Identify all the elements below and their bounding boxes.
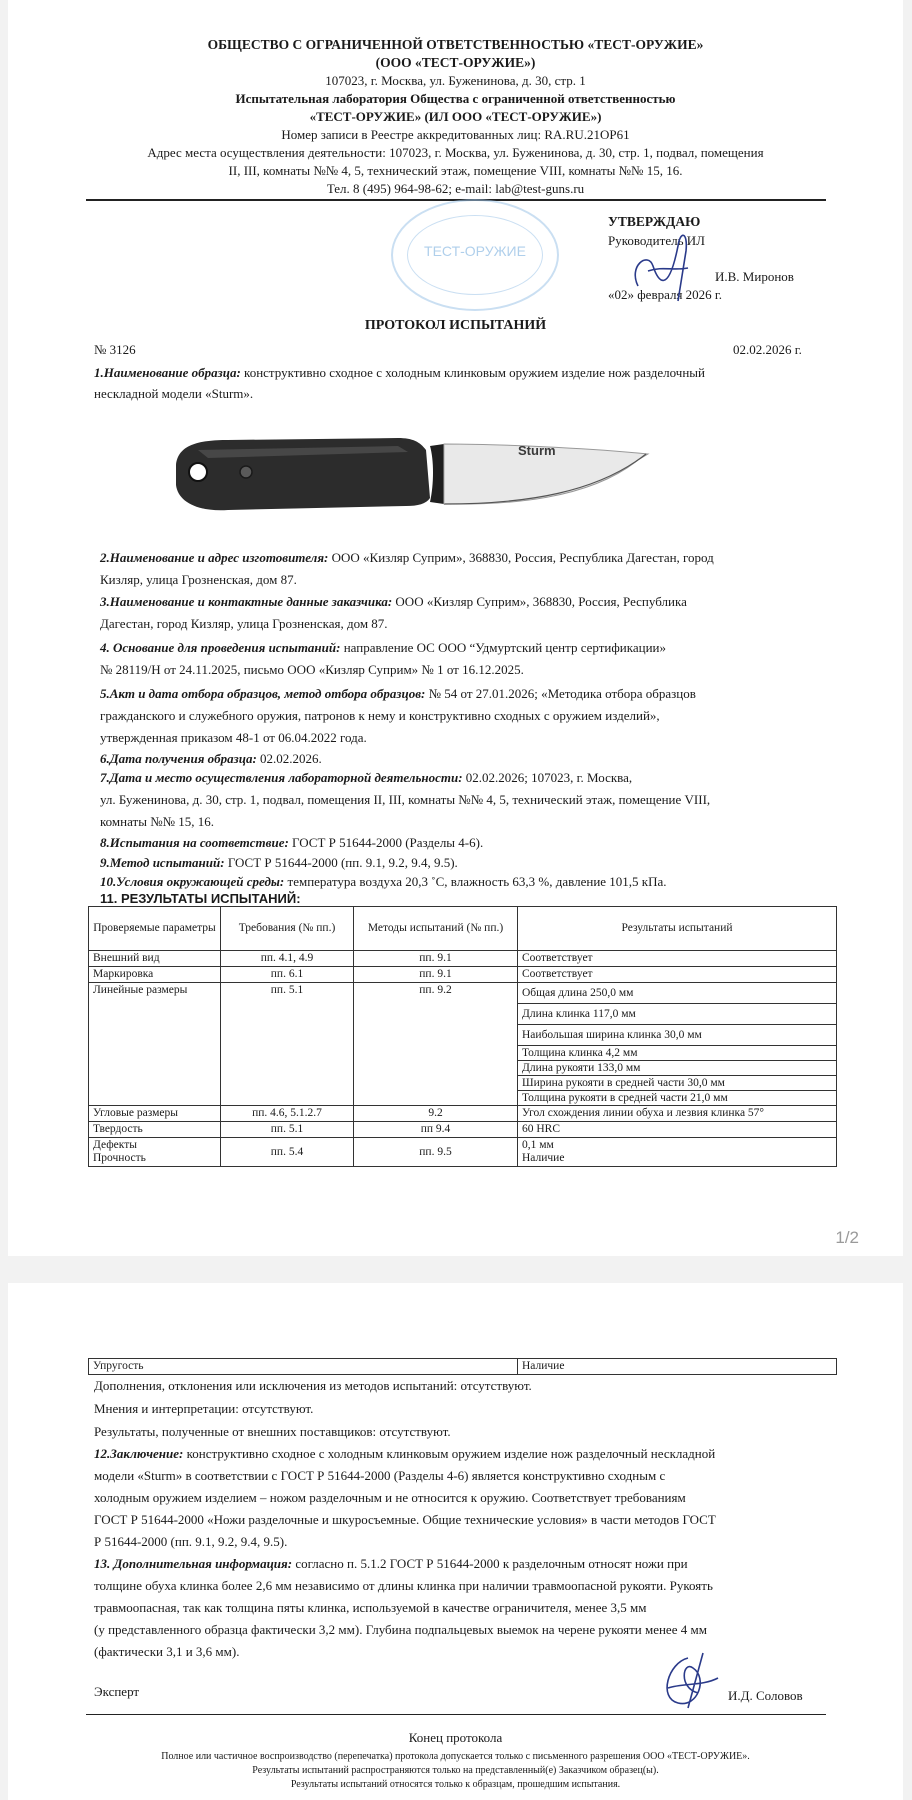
section-13-line3: травмоопасная, так как толщина пяты клинка, используемой в качестве ограничителя, менее 3,5 мм — [94, 1600, 647, 1615]
param-cell: Твердость — [89, 1122, 221, 1138]
result-cell: Наличие — [518, 1359, 837, 1375]
section-2-label: 2.Наименование и адрес изготовителя: — [100, 550, 329, 565]
footer-note-3: Результаты испытаний относятся только к образцам, прошедшим испытания. — [290, 1779, 621, 1790]
section-13-text: согласно п. 5.1.2 ГОСТ Р 51644-2000 к разделочным относят ножи при — [292, 1556, 688, 1571]
req-cell: пп. 5.1 — [221, 1122, 354, 1138]
header-results: Результаты испытаний — [518, 907, 837, 951]
section-2-text: ООО «Кизляр Суприм», 368830, Россия, Республика Дагестан, город — [328, 550, 714, 565]
section-12-label: 12.Заключение: — [94, 1446, 184, 1461]
knife-photo — [168, 420, 748, 520]
section-7-text: 02.02.2026; 107023, г. Москва, — [462, 770, 633, 785]
section-5-line3: утвержденная приказом 48-1 от 06.04.2022 года. — [100, 730, 367, 745]
section-1-label: 1.Наименование образца: — [94, 365, 241, 380]
section-9-label: 9.Метод испытаний: — [100, 855, 225, 870]
section-1-text: конструктивно сходное с холодным клинковым оружием изделие нож разделочный — [240, 365, 705, 380]
results-table — [88, 906, 837, 1167]
table-row — [89, 1122, 837, 1138]
method-cell: пп. 9.1 — [354, 967, 518, 983]
result-cell: Угол схождения линии обуха и лезвия клинка 57° — [518, 1106, 837, 1122]
result-item: Длина рукояти 133,0 мм — [518, 1061, 836, 1076]
approver-signature — [608, 226, 718, 306]
section-12-line1 — [94, 1446, 715, 1462]
section-12-line2: модели «Sturm» в соответствии с ГОСТ Р 51644-2000 (Разделы 4-6) является конструктивно сходным с — [94, 1468, 666, 1483]
result-cell: Соответствует — [518, 951, 837, 967]
table-row — [89, 1106, 837, 1122]
opinions-note: Мнения и интерпретации: отсутствуют. — [94, 1401, 314, 1416]
section-12-line4: ГОСТ Р 51644-2000 «Ножи разделочные и шкуросъемные. Общие технические условия» в части методов ГОСТ — [94, 1512, 716, 1527]
param-strength: Прочность — [93, 1152, 146, 1164]
result-item: Общая длина 250,0 мм — [518, 983, 836, 1004]
table-row — [89, 951, 837, 967]
lab-name-line2: «ТЕСТ-ОРУЖИЕ» (ИЛ ООО «ТЕСТ-ОРУЖИЕ») — [309, 109, 602, 124]
method-cell: пп 9.4 — [354, 1122, 518, 1138]
result-cell-group — [518, 983, 837, 1106]
page-counter: 1/2 — [835, 1228, 859, 1247]
results-table-continuation — [88, 1358, 837, 1375]
section-3-line2: Дагестан, город Кизляр, улица Грозненская, дом 87. — [100, 616, 388, 631]
param-cell: Угловые размеры — [89, 1106, 221, 1122]
protocol-date: 02.02.2026 г. — [733, 342, 802, 357]
section-3-label: 3.Наименование и контактные данные заказчика: — [100, 594, 393, 609]
activity-address-line1: Адрес места осуществления деятельности: 107023, г. Москва, ул. Буженинова, д. 30, стр. 1, подвал, помещения — [147, 145, 764, 160]
section-13-line5: (фактически 3,1 и 3,6 мм). — [94, 1644, 240, 1659]
section-9 — [100, 855, 458, 871]
section-5-label: 5.Акт и дата отбора образцов, метод отбора образцов: — [100, 686, 426, 701]
header-requirements: Требования (№ пп.) — [221, 907, 354, 951]
param-cell: Линейные размеры — [89, 983, 221, 1106]
table-row — [89, 1138, 837, 1167]
footer-note-1: Полное или частичное воспроизводство (перепечатка) протокола допускается только с письменного разрешения ООО «ТЕСТ-ОРУЖИЕ». — [161, 1751, 750, 1762]
contacts: Тел. 8 (495) 964-98-62; e-mail: lab@test-guns.ru — [326, 181, 585, 196]
section-9-text: ГОСТ Р 51644-2000 (пп. 9.1, 9.2, 9.4, 9.5). — [224, 855, 458, 870]
section-6-label: 6.Дата получения образца: — [100, 751, 257, 766]
section-6 — [100, 751, 322, 767]
section-5-line2: гражданского и служебного оружия, патронов к нему и конструктивно сходных с оружием изделий», — [100, 708, 660, 723]
result-cell: 60 HRC — [518, 1122, 837, 1138]
section-4-line2: № 28119/Н от 24.11.2025, письмо ООО «Кизляр Суприм» № 1 от 16.12.2025. — [100, 662, 524, 677]
section-3-line1 — [100, 594, 687, 610]
result-defects: 0,1 мм — [522, 1139, 554, 1151]
external-results-note: Результаты, полученные от внешних поставщиков: отсутствуют. — [94, 1424, 451, 1439]
section-12-line5: Р 51644-2000 (пп. 9.1, 9.2, 9.4, 9.5). — [94, 1534, 288, 1549]
section-8-text: ГОСТ Р 51644-2000 (Разделы 4-6). — [288, 835, 484, 850]
req-cell: пп. 5.1 — [221, 983, 354, 1106]
registry-number: Номер записи в Реестре аккредитованных лиц: RA.RU.21ОР61 — [281, 127, 630, 142]
section-8 — [100, 835, 483, 851]
param-cell: Внешний вид — [89, 951, 221, 967]
section-3-text: ООО «Кизляр Суприм», 368830, Россия, Республика — [392, 594, 687, 609]
section-7-label: 7.Дата и место осуществления лабораторной деятельности: — [100, 770, 463, 785]
activity-address-line2: II, III, комнаты №№ 4, 5, технический этаж, помещение VIII, комнаты №№ 15, 16. — [228, 163, 683, 178]
expert-label: Эксперт — [94, 1684, 140, 1699]
header-params: Проверяемые параметры — [89, 907, 221, 951]
org-short-name: (ООО «ТЕСТ-ОРУЖИЕ») — [375, 55, 536, 70]
req-cell: пп. 4.1, 4.9 — [221, 951, 354, 967]
section-13-label: 13. Дополнительная информация: — [94, 1556, 293, 1571]
section-7-line2: ул. Буженинова, д. 30, стр. 1, подвал, помещения II, III, комнаты №№ 4, 5, технический этаж, помещение VIII, — [100, 792, 711, 807]
footer-divider — [86, 1714, 826, 1715]
section-11-title: 11. РЕЗУЛЬТАТЫ ИСПЫТАНИЙ: — [100, 891, 301, 906]
method-cell: 9.2 — [354, 1106, 518, 1122]
deviations-note: Дополнения, отклонения или исключения из методов испытаний: отсутствуют. — [94, 1378, 532, 1393]
org-address: 107023, г. Москва, ул. Буженинова, д. 30, стр. 1 — [325, 73, 586, 88]
section-7-line3: комнаты №№ 15, 16. — [100, 814, 214, 829]
lab-stamp — [391, 199, 559, 311]
section-5-line1 — [100, 686, 696, 702]
section-10-text: температура воздуха 20,3 ˚С, влажность 63,3 %, давление 101,5 кПа. — [284, 874, 667, 889]
section-13-line4: (у представленного образца фактически 3,2 мм). Глубина подпальцевых выемок на черене рукояти менее 4 мм — [94, 1622, 707, 1637]
org-name: ОБЩЕСТВО С ОГРАНИЧЕННОЙ ОТВЕТСТВЕННОСТЬЮ «ТЕСТ-ОРУЖИЕ» — [207, 37, 704, 52]
document-page-1 — [8, 0, 903, 1256]
section-1-line1 — [94, 365, 705, 381]
section-12-line3: холодным оружием изделием – ножом разделочным и не относится к оружию. Соответствует требованиям — [94, 1490, 686, 1505]
table-row — [89, 967, 837, 983]
lab-name-line1: Испытательная лаборатория Общества с ограниченной ответственностью — [235, 91, 676, 106]
table-row — [89, 983, 837, 1106]
expert-signature — [648, 1648, 728, 1718]
section-4-line1 — [100, 640, 666, 656]
param-cell — [89, 1138, 221, 1167]
section-2-line2: Кизляр, улица Грозненская, дом 87. — [100, 572, 297, 587]
section-2-line1 — [100, 550, 714, 566]
section-13-line2: толщине обуха клинка более 2,6 мм независимо от длины клинка при наличии травмоопасной рукояти. Рукоять — [94, 1578, 713, 1593]
table-row — [89, 1359, 837, 1375]
result-item: Толщина рукояти в средней части 21,0 мм — [522, 1092, 728, 1104]
stamp-text: ТЕСТ-ОРУЖИЕ — [424, 243, 526, 259]
param-cell: Маркировка — [89, 967, 221, 983]
approval-title: УТВЕРЖДАЮ — [608, 214, 701, 229]
protocol-title: ПРОТОКОЛ ИСПЫТАНИЙ — [364, 318, 547, 333]
section-8-label: 8.Испытания на соответствие: — [100, 835, 289, 850]
req-cell: пп. 4.6, 5.1.2.7 — [221, 1106, 354, 1122]
req-cell: пп. 5.4 — [221, 1138, 354, 1167]
approval-role: Руководитель ИЛ — [608, 233, 705, 248]
result-item: Толщина клинка 4,2 мм — [518, 1046, 836, 1061]
end-of-protocol: Конец протокола — [408, 1730, 503, 1745]
approval-date: «02» февраля 2026 г. — [608, 287, 723, 302]
method-cell: пп. 9.1 — [354, 951, 518, 967]
param-cell: Упругость — [89, 1359, 518, 1375]
section-12-text: конструктивно сходное с холодным клинковым оружием изделие нож разделочный нескладной — [183, 1446, 716, 1461]
section-4-label: 4. Основание для проведения испытаний: — [100, 640, 341, 655]
param-defects: Дефекты — [93, 1139, 137, 1151]
result-strength: Наличие — [522, 1152, 565, 1164]
req-cell: пп. 6.1 — [221, 967, 354, 983]
section-7-line1 — [100, 770, 632, 786]
result-item: Ширина рукояти в средней части 30,0 мм — [518, 1076, 836, 1091]
result-cell: Соответствует — [518, 967, 837, 983]
section-4-text: направление ОС ООО “Удмуртский центр сертификации» — [340, 640, 667, 655]
result-item: Наибольшая ширина клинка 30,0 мм — [518, 1025, 836, 1046]
section-10 — [100, 874, 667, 890]
result-cell — [518, 1138, 837, 1167]
result-item: Длина клинка 117,0 мм — [518, 1004, 836, 1025]
method-cell: пп. 9.5 — [354, 1138, 518, 1167]
document-page-2 — [8, 1283, 903, 1800]
approver-name: И.В. Миронов — [715, 269, 794, 284]
method-cell: пп. 9.2 — [354, 983, 518, 1106]
section-13-line1 — [94, 1556, 688, 1572]
table-header-row — [89, 907, 837, 951]
header-methods: Методы испытаний (№ пп.) — [354, 907, 518, 951]
section-5-text: № 54 от 27.01.2026; «Методика отбора образцов — [425, 686, 696, 701]
expert-name: И.Д. Соловов — [728, 1688, 803, 1703]
knife-brand-mark: Sturm — [518, 443, 556, 458]
protocol-number: № 3126 — [94, 342, 136, 357]
section-6-text: 02.02.2026. — [256, 751, 322, 766]
section-10-label: 10.Условия окружающей среды: — [100, 874, 285, 889]
section-1-line2: нескладной модели «Sturm». — [94, 386, 254, 401]
footer-note-2: Результаты испытаний распространяются только на представленный(е) Заказчиком образец(ы). — [252, 1765, 659, 1776]
